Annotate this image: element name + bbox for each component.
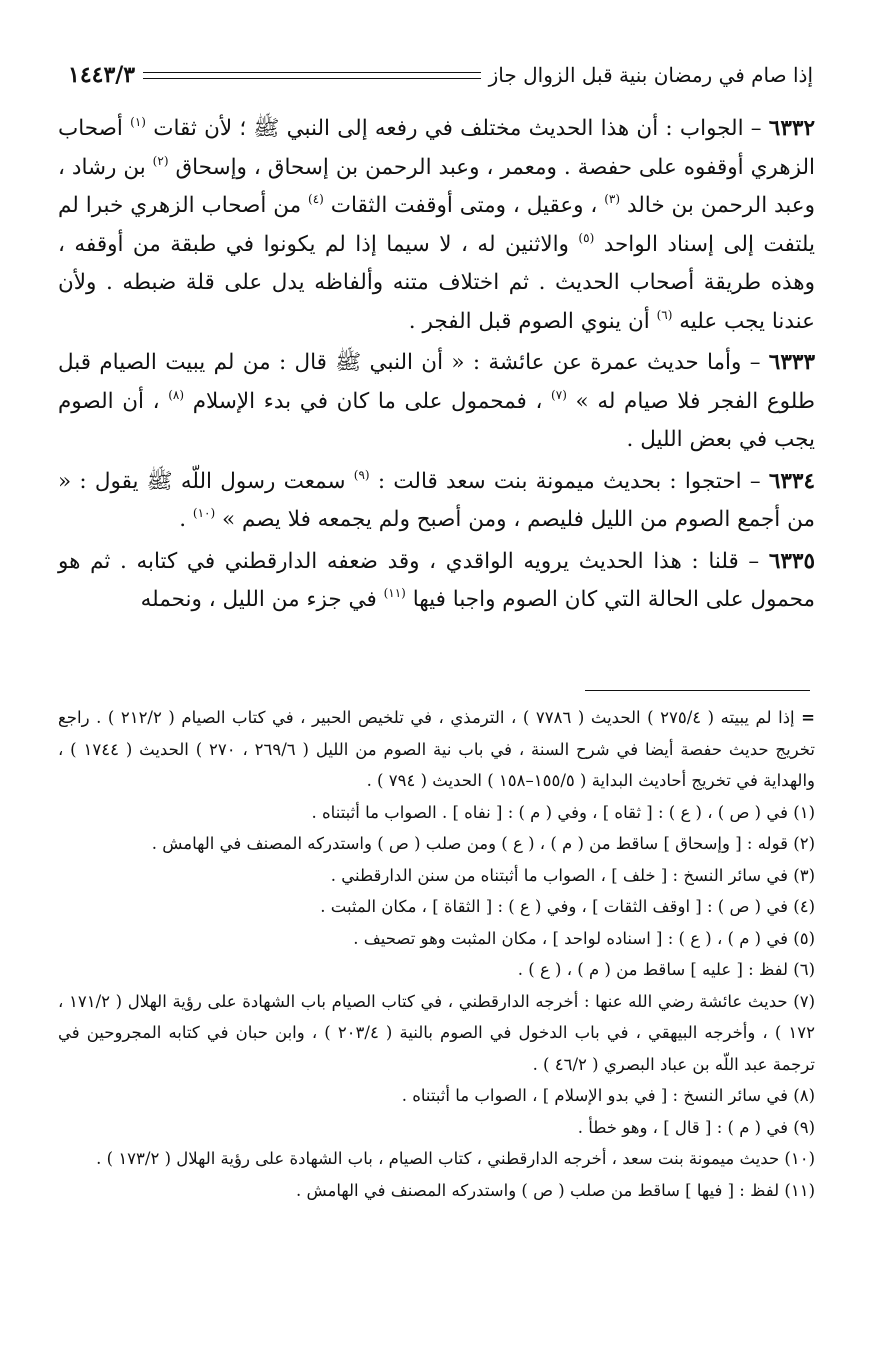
paragraph-6334 (58, 463, 815, 540)
continuation-text: إذا لم يبيته ( ٢٧٥/٤ ) الحديث ( ٧٧٨٦ ) ، الترمذي ، في تلخيص الحبير ، في كتاب الصيام ( ٢١٢/٢ ) . راجع تخريج حديث حفصة أيضا في شرح السنة ، في باب نية الصوم من الليل ( ٢٦٩/٦ ، ٢٧٠ ) الحديث ( ١٧٤٤ ) ، والهداية في تخريج أحاديث البداية ( ١٥٥/٥–١٥٨ ) الحديث ( ٧٩٤ ) . (58, 708, 816, 790)
footnote: (١٠) حديث ميمونة بنت سعد ، أخرجه الدارقطني ، كتاب الصيام ، باب الشهادة على رؤية الهلال ( ١٧٣/٢ ) . (96, 1149, 815, 1168)
paragraph-6332 (58, 110, 815, 341)
text-run: . (179, 507, 187, 532)
footnote-ref: (٩) (353, 467, 370, 482)
text-run: بن رشاد ، وعبد الرحمن بن خالد (58, 154, 816, 218)
footnote: (٦) لفظ : [ عليه ] ساقط من ( م ) ، ( ع ) . (517, 960, 815, 979)
page-number: ١٤٤٣/٣ (68, 62, 136, 88)
text-run: سمعت رسول اللّه ﷺ يقول : « من أجمع الصوم من الليل فليصم ، ومن أصبح ولم يجمعه فلا يصم » (58, 468, 815, 532)
continuation-mark: = (801, 708, 815, 727)
running-title: إذا صام في رمضان بنية قبل الزوال جاز (488, 63, 813, 87)
footnote-ref: (٨) (168, 387, 185, 402)
footnote: (٥) في ( م ) ، ( ع ) : [ اسناده لواحد ] ، مكان المثبت وهو تصحيف . (353, 928, 815, 948)
footnote-ref: (٤) (308, 192, 324, 206)
text-run: ، وعقيل ، ومتى أوقفت الثقات (330, 193, 598, 218)
text-run: – قلنا : هذا الحديث يرويه الواقدي ، وقد ضعفه الدارقطني في كتابه . ثم هو محمول على الحالة التي كان الصوم واجبا فيها (58, 548, 815, 612)
footnote-ref: (٦) (656, 307, 673, 322)
text-run: ، أن الصوم يجب في بعض الليل . (58, 388, 815, 452)
footnote: (٤) في ( ص ) : [ اوقف الثقات ] ، وفي ( ع ) : [ الثقاة ] ، مكان المثبت . (320, 897, 815, 916)
text-run: من أصحاب الزهري خبرا لم يلتفت إلى إسناد الواحد (58, 193, 815, 257)
footnote-ref: (١٠) (192, 506, 216, 520)
footnote: (٣) في سائر النسخ : [ خلف ] ، الصواب ما أثبتناه من سنن الدارقطني . (330, 865, 815, 885)
text-run: أن ينوي الصوم قبل الفجر . (408, 308, 650, 334)
text-run: – احتجوا : بحديث ميمونة بنت سعد قالت : (377, 468, 761, 494)
footnote: (١) في ( ص ) ، ( ع ) : [ ثقاه ] ، وفي ( م ) : [ نفاه ] . الصواب ما أثبتناه . (311, 802, 815, 822)
footnote: (٨) في سائر النسخ : [ في بدو الإسلام ] ، الصواب ما أثبتناه . (401, 1086, 815, 1105)
text-run: والاثنين له ، لا سيما إذا لم يكونوا في طبقة من أوقفه ، وهذه طريقة أصحاب الحديث . ثم اختلاف متنه وألفاظه يدل على قلة ضبطه . ولأن عندنا يجب عليه (58, 231, 815, 334)
paragraph-number: ٦٣٣٣ (768, 350, 815, 375)
footnote-ref: (٧) (551, 387, 567, 402)
footnote-continuation (58, 702, 815, 797)
paragraph-6335 (58, 543, 815, 620)
footnotes (58, 702, 815, 1206)
footnote: (٧) حديث عائشة رضي الله عنها : أخرجه الدارقطني ، في كتاب الصيام باب الشهادة على رؤية الهلال ( ١٧١/٢ ، ١٧٢ ) ، وأخرجه البيهقي ، في باب الدخول في الصوم بالنية ( ٢٠٣/٤ ) ، وابن حبان في كتابه المجروحين في ترجمة عبد اللّه بن عباد البصري ( ٤٦/٢ ) . (58, 991, 815, 1074)
paragraph-number: ٦٣٣٤ (768, 468, 816, 494)
paragraph-number: ٦٣٣٢ (768, 116, 815, 141)
footnote: (٩) في ( م ) : [ قال ] ، وهو خطأ . (577, 1117, 815, 1137)
footnote-ref: (٣) (604, 192, 621, 206)
text-run: – وأما حديث عمرة عن عائشة : « أن النبي ﷺ قال : من لم يبيت الصيام قبل طلوع الفجر فلا صيام له » (58, 350, 816, 414)
footnote-ref: (٢) (152, 153, 169, 168)
footnote-ref: (١١) (383, 586, 406, 600)
text-run: – الجواب : أن هذا الحديث مختلف في رفعه إلى النبي ﷺ ؛ لأن ثقات (153, 116, 762, 141)
main-text (58, 110, 815, 623)
footnote: (٢) قوله : [ وإسحاق ] ساقط من ( م ) ، ( ع ) ومن صلب ( ص ) واستدركه المصنف في الهامش . (151, 834, 815, 853)
footnote-ref: (١) (130, 115, 146, 129)
text-run: في جزء من الليل ، ونحمله (140, 587, 377, 612)
header-rule (143, 72, 481, 79)
running-header (68, 58, 813, 92)
paragraph-number: ٦٣٣٥ (768, 548, 816, 574)
paragraph-6333 (58, 344, 815, 460)
footnote-divider (585, 690, 810, 691)
footnote-ref: (٥) (578, 230, 595, 245)
text-run: ، فمحمول على ما كان في بدء الإسلام (192, 388, 543, 414)
footnote: (١١) لفظ : [ فيها ] ساقط من صلب ( ص ) واستدركه المصنف في الهامش . (295, 1180, 815, 1200)
text-run: أصحاب الزهري أوقفوه على حفصة . ومعمر ، وعبد الرحمن بن إسحاق ، وإسحاق (58, 116, 815, 180)
